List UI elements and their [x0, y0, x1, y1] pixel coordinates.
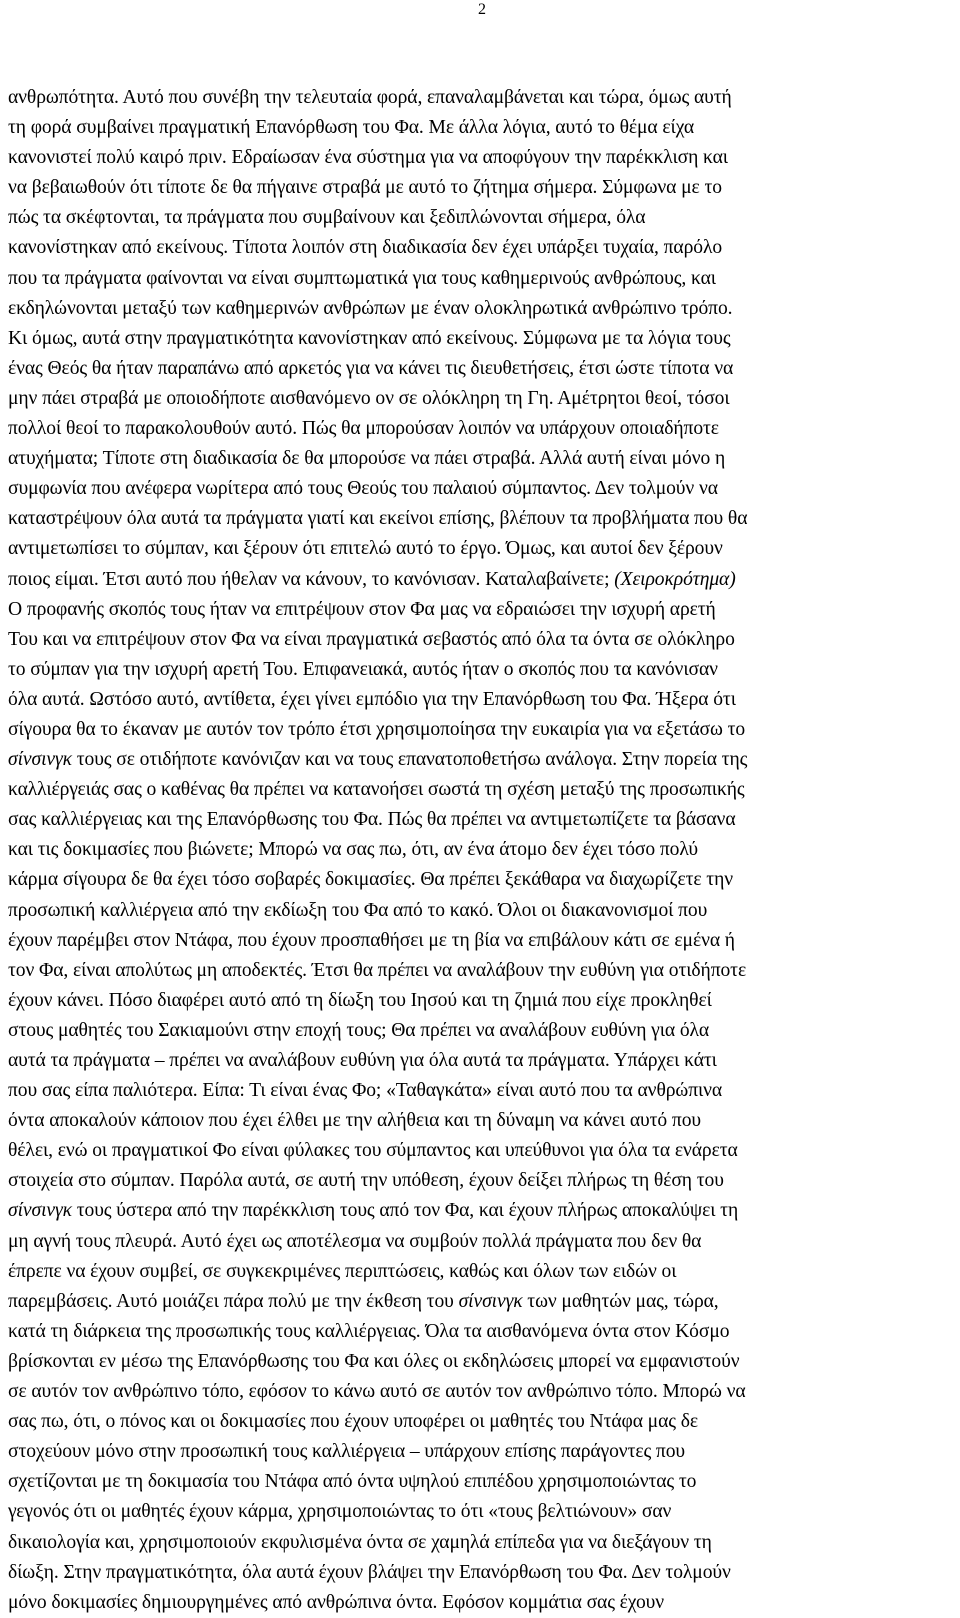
text-line: ατυχήματα; Τίποτε στη διαδικασία δε θα μπορούσε να πάει στραβά. Αλλά αυτή είναι μόνο η	[8, 448, 726, 470]
text-line: βρίσκονται εν μέσω της Επανόρθωσης του Φα και όλες οι εκδηλώσεις μπορεί να εμφανιστούν	[8, 1350, 740, 1372]
text-line: σίγουρα θα το έκαναν με αυτόν τον τρόπο έτσι χρησιμοποίησα την ευκαιρία για να εξετάσω το	[8, 718, 746, 740]
text-line: να βεβαιωθούν ότι τίποτε δε θα πήγαινε στραβά με αυτό το ζήτημα σήμερα. Σύμφωνα με το	[8, 177, 722, 199]
text-line: έχουν παρέμβει στον Ντάφα, που έχουν προσπαθήσει με τη βία να επιβάλουν κάτι σε εμένα ή	[8, 929, 735, 951]
text-line: κανονίστηκαν από εκείνους. Τίποτα λοιπόν στη διαδικασία δεν έχει υπάρξει τυχαία, παρόλο	[8, 237, 723, 259]
text-line: κανονιστεί πολύ καιρό πριν. Εδραίωσαν ένα σύστημα για να αποφύγουν την παρέκκλιση και	[8, 147, 728, 169]
text-line: σχετίζονται με τη δοκιμασία του Ντάφα από όντα υψηλού επιπέδου χρησιμοποιώντας το	[8, 1471, 697, 1493]
italic-term: σίνσινγκ	[8, 1200, 72, 1222]
text-line: που σας είπα παλιότερα. Είπα: Τι είναι ένας Φο; «Ταθαγκάτα» είναι αυτό που τα ανθρώπινα	[8, 1080, 723, 1102]
text-line: σας καλλιέργειας και της Επανόρθωσης του Φα. Πώς θα πρέπει να αντιμετωπίζετε τα βάσανα	[8, 809, 736, 831]
text-line: όντα αποκαλούν κάποιον που έχει έλθει με την αλήθεια και τη δύναμη να κάνει αυτό που	[8, 1110, 702, 1132]
text-line	[8, 565, 958, 595]
text-line: τη φορά συμβαίνει πραγματική Επανόρθωση του Φα. Με άλλα λόγια, αυτό το θέμα είχα	[8, 117, 695, 139]
text-line	[8, 1196, 958, 1226]
text-line: σας πω, ότι, ο πόνος και οι δοκιμασίες που έχουν υποφέρει οι μαθητές του Ντάφα μας δε	[8, 1411, 698, 1433]
text-line: αντιμετωπίσει το σύμπαν, και ξέρουν ότι επιτελώ αυτό το έργο. Όμως, και αυτοί δεν ξέρουν	[8, 538, 723, 560]
text-line: συμφωνία που ανέφερα νωρίτερα από τους Θεούς του παλαιού σύμπαντος. Δεν τολμούν να	[8, 478, 718, 500]
text-segment: τους σε οτιδήποτε κανόνιζαν και να τους επανατοποθετήσω ανάλογα. Στην πορεία της	[71, 749, 748, 771]
text-line: έπρεπε να έχουν συμβεί, σε συγκεκριμένες περιπτώσεις, καθώς και όλων των ειδών οι	[8, 1260, 677, 1282]
text-line: καταστρέψουν όλα αυτά τα πράγματα γιατί και εκείνοι επίσης, βλέπουν τα προβλήματα που θα	[8, 508, 748, 530]
text-line: αυτά τα πράγματα – πρέπει να αναλάβουν ευθύνη για όλα αυτά τα πράγματα. Υπάρχει κάτι	[8, 1050, 717, 1071]
text-line: έχουν κάνει. Πόσο διαφέρει αυτό από τη δίωξη του Ιησού και τη ζημιά που είχε προκληθεί	[8, 989, 712, 1011]
text-segment: παρεμβάσεις. Αυτό μοιάζει πάρα πολύ με την έκθεση του	[8, 1290, 459, 1312]
text-line: προσωπική καλλιέργεια από την εκδίωξη του Φα από το κακό. Όλοι οι διακανονισμοί που	[8, 899, 708, 921]
text-line: Ο προφανής σκοπός τους ήταν να επιτρέψουν στον Φα μας να εδραιώσει την ισχυρή αρετή	[8, 598, 716, 620]
italic-term: σίνσινγκ	[458, 1290, 523, 1312]
text-line: μη αγνή τους πλευρά. Αυτό έχει ως αποτέλεσμα να συμβούν πολλά πράγματα που δεν θα	[8, 1230, 702, 1252]
text-line: εκδηλώνονται μεταξύ των καθημερινών ανθρώπων με έναν ολοκληρωτικά ανθρώπινο τρόπο.	[8, 297, 733, 319]
text-line: καλλιέργειάς σας ο καθένας θα πρέπει να κατανοήσει σωστά τη σχέση μεταξύ της προσωπικής	[8, 779, 745, 801]
page-number: 2	[478, 1, 486, 18]
text-line	[8, 745, 958, 775]
text-line: όλα αυτά. Ωστόσο αυτό, αντίθετα, έχει γίνει εμπόδιο για την Επανόρθωση του Φα. Ήξερα ότι	[8, 688, 736, 710]
text-line: δίωξη. Στην πραγματικότητα, όλα αυτά έχουν βλάψει την Επανόρθωση του Φα. Δεν τολμούν	[8, 1561, 731, 1583]
text-line: τον Φα, είναι απολύτως μη αποδεκτές. Έτσι θα πρέπει να αναλάβουν την ευθύνη για οτιδήποτε	[8, 959, 747, 981]
text-line: και τις δοκιμασίες που βιώνετε; Μπορώ να σας πω, ότι, αν ένα άτομο δεν έχει τόσο πολύ	[8, 839, 698, 861]
text-line: μόνο δοκιμασίες δημιουργημένες από ανθρώπινα όντα. Εφόσον κομμάτια σας έχουν	[8, 1591, 665, 1613]
text-line: ανθρωπότητα. Αυτό που συνέβη την τελευταία φορά, επαναλαμβάνεται και τώρα, όμως αυτή	[8, 87, 732, 108]
text-line: σε αυτόν τον ανθρώπινο τόπο, εφόσον το κάνω αυτό σε αυτόν τον ανθρώπινο τόπο. Μπορώ να	[8, 1381, 746, 1403]
applause-note: (Χειροκρότημα)	[614, 568, 736, 590]
text-line: μην πάει στραβά με οποιοδήποτε αισθανόμενο ον σε ολόκληρη τη Γη. Αμέτρητοι θεοί, τόσοι	[8, 387, 730, 409]
text-line: Κι όμως, αυτά στην πραγματικότητα κανονίστηκαν από εκείνους. Σύμφωνα με τα λόγια τους	[8, 327, 731, 349]
italic-term: σίνσινγκ	[8, 749, 72, 771]
text-segment: ποιος είμαι. Έτσι αυτό που ήθελαν να κάνουν, το κανόνισαν. Καταλαβαίνετε;	[8, 568, 615, 590]
text-line: Του και να επιτρέψουν στον Φα να είναι πραγματικά σεβαστός από όλα τα όντα σε ολόκληρο	[8, 628, 735, 650]
text-line: ένας Θεός θα ήταν παραπάνω από αρκετός για να κάνει τις διευθετήσεις, έτσι ώστε τίποτα να	[8, 357, 734, 379]
text-line: πώς τα σκέφτονται, τα πράγματα που συμβαίνουν και ξεδιπλώνονται σήμερα, όλα	[8, 207, 646, 229]
text-line: δικαιολογία και, χρησιμοποιούν εκφυλισμένα όντα σε χαμηλά επίπεδα για να διεξάγουν τη	[8, 1531, 712, 1553]
text-line	[8, 1287, 958, 1317]
text-segment: τους ύστερα από την παρέκκλιση τους από τον Φα, και έχουν πλήρως αποκαλύψει τη	[71, 1200, 739, 1222]
text-line: στοιχεία στο σύμπαν. Παρόλα αυτά, σε αυτή την υπόθεση, έχουν δείξει πλήρως τη θέση του	[8, 1170, 724, 1192]
text-line: το σύμπαν για την ισχυρή αρετή Του. Επιφανειακά, αυτός ήταν ο σκοπός που τα κανόνισαν	[8, 658, 718, 680]
text-line: στους μαθητές του Σακιαμούνι στην εποχή τους; Θα πρέπει να αναλάβουν ευθύνη για όλα	[8, 1019, 710, 1041]
text-line: γεγονός ότι οι μαθητές έχουν κάρμα, χρησιμοποιώντας το ότι «τους βελτιώνουν» σαν	[8, 1501, 672, 1523]
text-line: θέλει, ενώ οι πραγματικοί Φο είναι φύλακες του σύμπαντος και υπεύθυνοι για όλα τα ενάρετα	[8, 1140, 738, 1162]
text-line: κατά τη διάρκεια της προσωπικής τους καλλιέργειας. Όλα τα αισθανόμενα όντα στον Κόσμο	[8, 1320, 730, 1342]
text-segment: των μαθητών μας, τώρα,	[522, 1290, 719, 1312]
text-line: κάρμα σίγουρα δε θα έχει τόσο σοβαρές δοκιμασίες. Θα πρέπει ξεκάθαρα να διαχωρίζετε την	[8, 869, 733, 891]
text-line: στοχεύουν μόνο στην προσωπική τους καλλιέργεια – υπάρχουν επίσης παράγοντες που	[8, 1441, 686, 1463]
text-line: πολλοί θεοί το παρακολουθούν αυτό. Πώς θα μπορούσαν λοιπόν να υπάρχουν οποιαδήποτε	[8, 418, 719, 440]
body-text	[8, 83, 958, 1618]
text-line: που τα πράγματα φαίνονται να είναι συμπτωματικά για τους καθημερινούς ανθρώπους, και	[8, 267, 716, 289]
